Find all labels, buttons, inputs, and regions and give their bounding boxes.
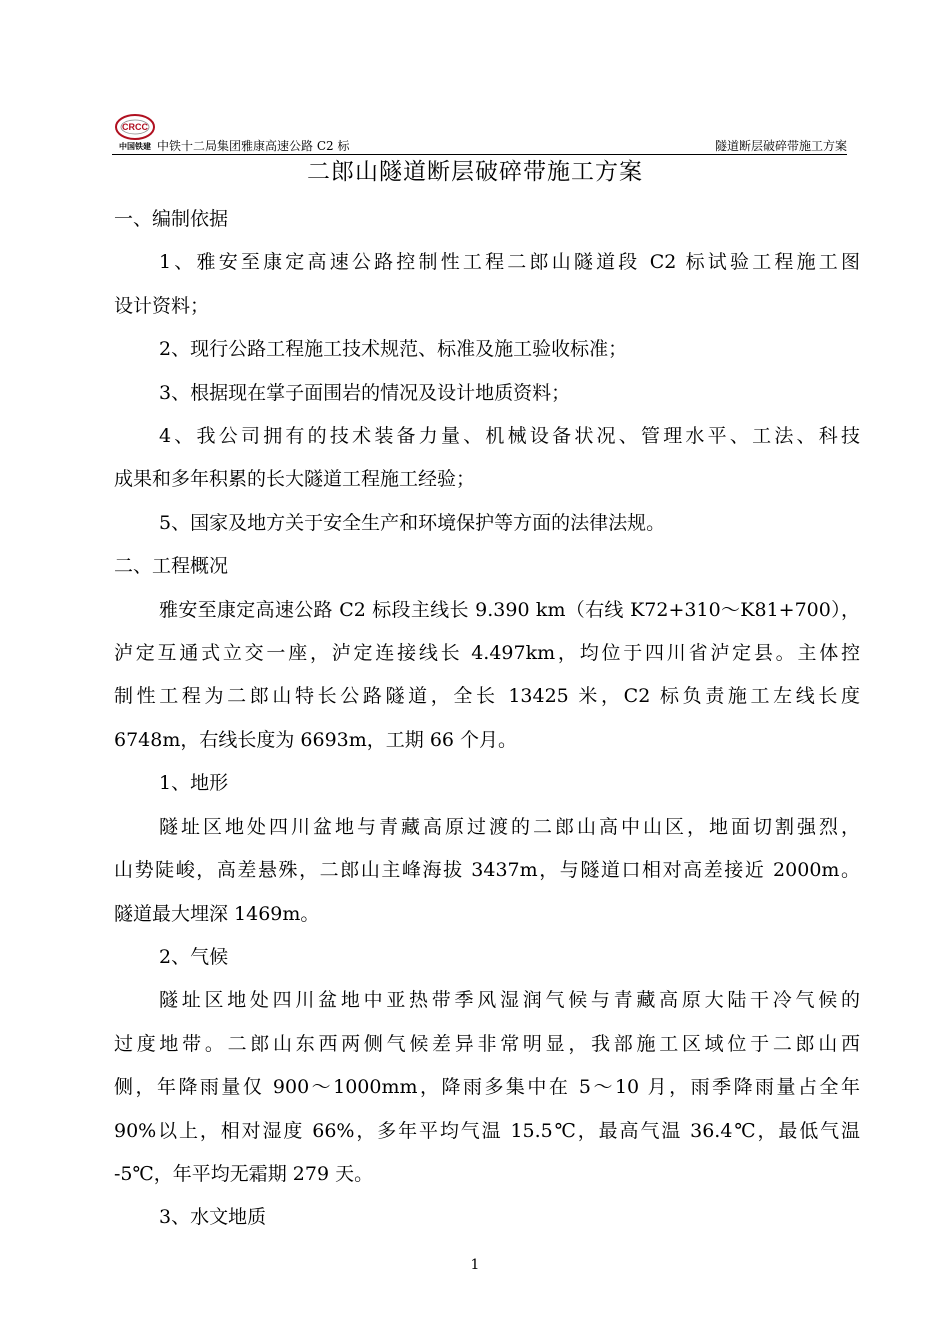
paragraph-line: 山势陡峻，高差悬殊，二郎山主峰海拔 3437m，与隧道口相对高差接近 2000m。 (114, 859, 860, 882)
paragraph-line: 隧道最大埋深 1469m。 (114, 902, 320, 925)
paragraph-line: 3、根据现在掌子面围岩的情况及设计地质资料； (159, 381, 571, 404)
paragraph-line: 4、我公司拥有的技术装备力量、机械设备状况、管理水平、工法、科技 (159, 425, 860, 448)
paragraph-line: 雅安至康定高速公路 C2 标段主线长 9.390 km（右线 K72+310～K81+700）， (159, 598, 860, 621)
logo-caption: 中国铁建 (119, 142, 151, 151)
paragraph-line: 侧，年降雨量仅 900～1000mm，降雨多集中在 5～10 月，雨季降雨量占全年 (114, 1076, 860, 1099)
paragraph-line: 90%以上，相对湿度 66%，多年平均气温 15.5℃，最高气温 36.4℃，最低气温 (114, 1119, 860, 1142)
paragraph-line: 设计资料； (114, 294, 210, 317)
paragraph-line: 隧址区地处四川盆地与青藏高原过渡的二郎山高中山区，地面切割强烈， (159, 815, 860, 838)
paragraph-line: 隧址区地处四川盆地中亚热带季风湿润气候与青藏高原大陆干冷气候的 (159, 989, 860, 1012)
paragraph-line: 泸定互通式立交一座，泸定连接线长 4.497km，均位于四川省泸定县。主体控 (114, 642, 860, 665)
paragraph-line: -5℃，年平均无霜期 279 天。 (114, 1162, 374, 1185)
subsection-heading: 1、地形 (159, 772, 229, 795)
paragraph-line: 5、国家及地方关于安全生产和环境保护等方面的法律法规。 (159, 511, 666, 534)
company-logo (112, 112, 158, 152)
section-heading: 一、编制依据 (114, 208, 229, 230)
subsection-heading: 2、气候 (159, 945, 229, 968)
page-number: 1 (470, 1257, 480, 1273)
document-body (114, 198, 860, 1240)
paragraph-line: 过度地带。二郎山东西两侧气候差异非常明显，我部施工区域位于二郎山西 (114, 1032, 860, 1055)
header-right-text: 隧道断层破碎带施工方案 (714, 139, 847, 153)
subsection-heading: 3、水文地质 (159, 1206, 267, 1229)
logo-badge-text: CRCC (122, 122, 148, 132)
header-left-text: 中铁十二局集团雅康高速公路 C2 标 (157, 139, 350, 153)
paragraph-line: 制性工程为二郎山特长公路隧道，全长 13425 米，C2 标负责施工左线长度 (114, 685, 860, 708)
paragraph-line: 6748m，右线长度为 6693m，工期 66 个月。 (114, 728, 518, 751)
paragraph-line: 成果和多年积累的长大隧道工程施工经验； (114, 468, 476, 491)
paragraph-line: 1、雅安至康定高速公路控制性工程二郎山隧道段 C2 标试验工程施工图 (159, 251, 860, 274)
paragraph-line: 2、现行公路工程施工技术规范、标准及施工验收标准； (159, 338, 628, 361)
section-heading: 二、工程概况 (114, 555, 229, 578)
document-title: 二郎山隧道断层破碎带施工方案 (307, 159, 643, 185)
